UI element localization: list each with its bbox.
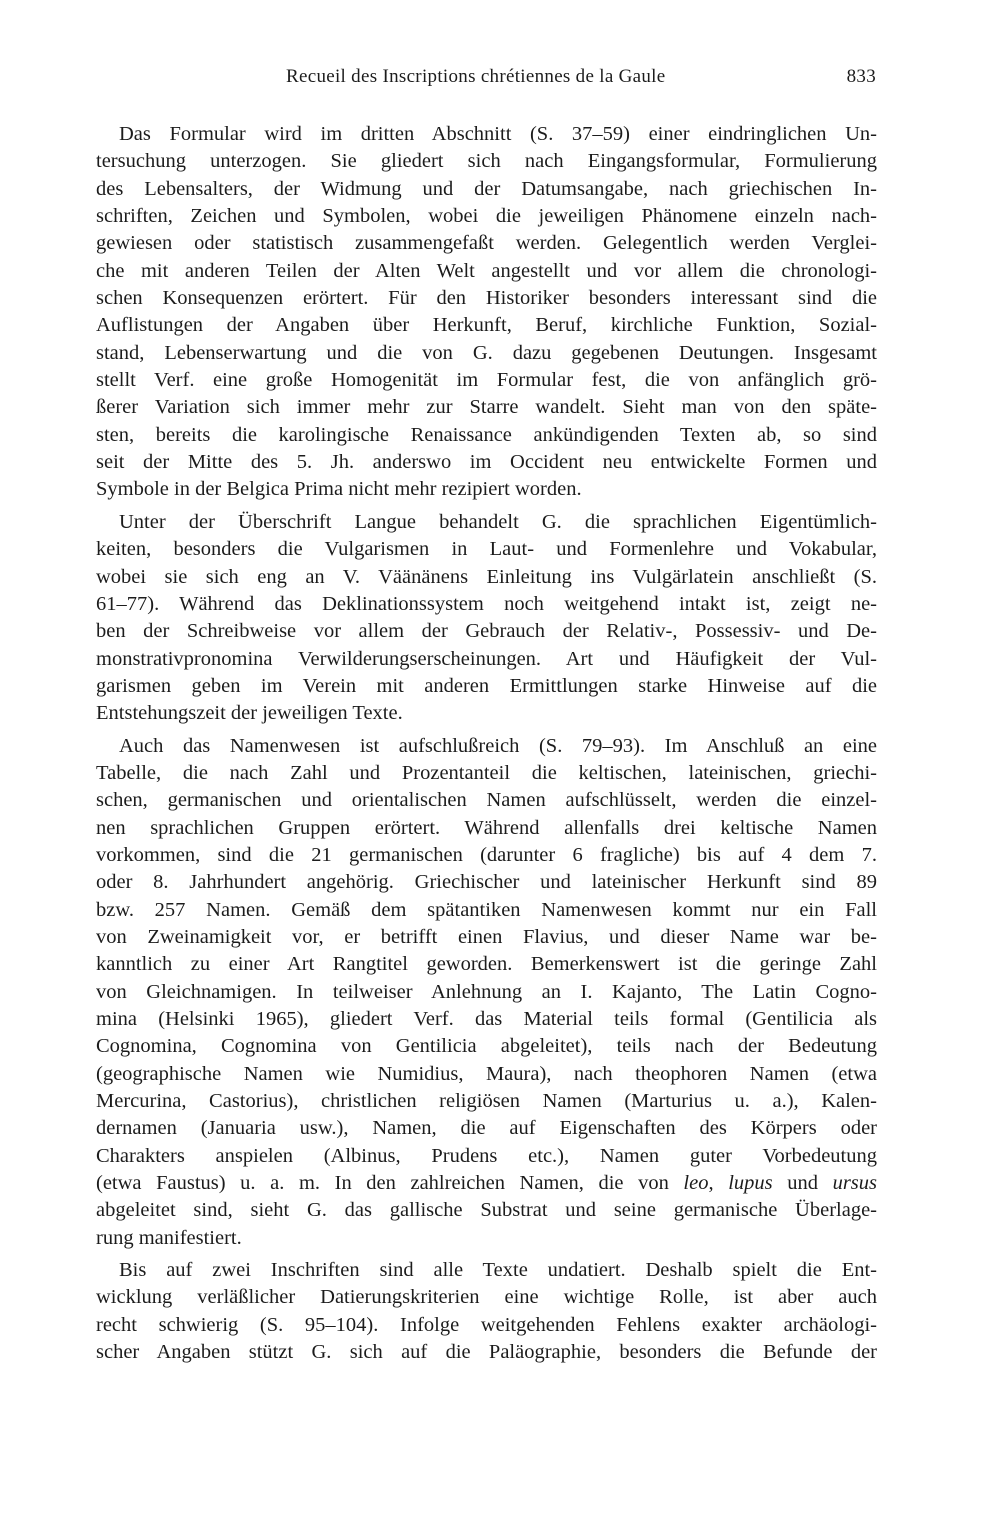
text-line: wicklung verläßlicher Datierungskriterien eine wichtige Rolle, ist aber auch bbox=[96, 1286, 877, 1309]
text-line: mina (Helsinki 1965), gliedert Verf. das Material teils formal (Gentilicia als bbox=[96, 1008, 877, 1030]
page-number: 833 bbox=[846, 66, 876, 87]
text-line: stellt Verf. eine große Homogenität im Formular fest, die von anfänglich grö- bbox=[96, 369, 877, 392]
text-line: Charakters anspielen (Albinus, Prudens etc.), Namen guter Vorbedeutung bbox=[96, 1144, 877, 1167]
text-line: von Zweinamigkeit vor, er betrifft einen Flavius, und dieser Name war be- bbox=[96, 925, 877, 948]
text-line: Mercurina, Castorius), christlichen religiösen Namen (Marturius u. a.), Kalen- bbox=[96, 1090, 877, 1113]
text-line: scher Angaben stützt G. sich auf die Paläographie, besonders die Befunde der bbox=[96, 1341, 877, 1364]
text-line: schriften, Zeichen und Symbolen, wobei die jeweiligen Phänomene einzeln nach- bbox=[96, 205, 877, 228]
running-title: Recueil des Inscriptions chrétiennes de la Gaule bbox=[286, 66, 666, 87]
text-line: von Gleichnamigen. In teilweiser Anlehnung an I. Kajanto, The Latin Cogno- bbox=[96, 980, 877, 1003]
text-line: bzw. 257 Namen. Gemäß dem spätantiken Namenwesen kommt nur ein Fall bbox=[96, 898, 877, 921]
text-line: ßerer Variation sich immer mehr zur Starre wandelt. Sieht man von den späte- bbox=[96, 396, 877, 419]
text-line: sten, bereits die karolingische Renaissance ankündigenden Texten ab, so sind bbox=[96, 423, 877, 446]
text-line: des Lebensalters, der Widmung und der Datumsangabe, nach griechischen In- bbox=[96, 177, 877, 200]
text-line: che mit anderen Teilen der Alten Welt angestellt und vor allem die chronologi- bbox=[96, 259, 877, 282]
text-line: recht schwierig (S. 95–104). Infolge weitgehenden Fehlens exakter archäologi- bbox=[96, 1313, 877, 1336]
text-line: Tabelle, die nach Zahl und Prozentanteil die keltischen, lateinischen, griechi- bbox=[96, 761, 877, 784]
text-line: 61–77). Während das Deklinationssystem noch weitgehend intakt ist, zeigt ne- bbox=[96, 592, 877, 615]
body-text bbox=[96, 121, 877, 1366]
text-line: nen sprachlichen Gruppen erörtert. Während allenfalls drei keltische Namen bbox=[96, 816, 877, 839]
text-line: abgeleitet sind, sieht G. das gallische Substrat und seine germanische Überlage- bbox=[96, 1199, 877, 1222]
text-line: garismen geben im Verein mit anderen Ermittlungen starke Hinweise auf die bbox=[96, 674, 877, 697]
text-line: ben der Schreibweise vor allem der Gebrauch der Relativ-, Possessiv- und De- bbox=[96, 620, 877, 643]
text-line: wobei sie sich eng an V. Väänänens Einleitung ins Vulgärlatein anschließt (S. bbox=[96, 565, 877, 588]
text-line: rung manifestiert. bbox=[96, 1226, 242, 1249]
text-line: Symbole in der Belgica Prima nicht mehr rezipiert worden. bbox=[96, 478, 582, 501]
text-line: oder 8. Jahrhundert angehörig. Griechischer und lateinischer Herkunft sind 89 bbox=[96, 871, 877, 894]
text-line: Auch das Namenwesen ist aufschlußreich (S. 79–93). Im Anschluß an eine bbox=[119, 734, 877, 757]
text-line: Unter der Überschrift Langue behandelt G. die sprachlichen Eigentümlich- bbox=[119, 510, 877, 533]
text-line: stand, Lebenserwartung und die von G. dazu gegebenen Deutungen. Insgesamt bbox=[96, 341, 877, 364]
paragraph-langue bbox=[96, 509, 877, 728]
text-line: schen Konsequenzen erörtert. Für den Historiker besonders interessant sind die bbox=[96, 287, 877, 310]
text-line: seit der Mitte des 5. Jh. anderswo im Occident neu entwickelte Formen und bbox=[96, 451, 877, 474]
running-header bbox=[96, 66, 876, 92]
text-line: kanntlich zu einer Art Rangtitel geworden. Bemerkenswert ist die geringe Zahl bbox=[96, 953, 877, 976]
text-line: tersuchung unterzogen. Sie gliedert sich nach Eingangsformular, Formulierung bbox=[96, 150, 877, 173]
text-line: Das Formular wird im dritten Abschnitt (S. 37–59) einer eindringlichen Un- bbox=[119, 123, 877, 145]
text-line: Cognomina, Cognomina von Gentilicia abgeleitet), teils nach der Bedeutung bbox=[96, 1035, 877, 1058]
text-line: (geographische Namen wie Numidius, Maura), nach theophoren Namen (etwa bbox=[96, 1062, 877, 1085]
text-line: schen, germanischen und orientalischen Namen aufschlüsselt, werden die einzel- bbox=[96, 789, 877, 812]
text-line: Bis auf zwei Inschriften sind alle Texte undatiert. Deshalb spielt die Ent- bbox=[119, 1259, 877, 1282]
text-line: gewiesen oder statistisch zusammengefaßt werden. Gelegentlich werden Verglei- bbox=[96, 232, 877, 255]
paragraph-datierung bbox=[96, 1257, 877, 1366]
paragraph-formular bbox=[96, 121, 877, 504]
text-line: vorkommen, sind die 21 germanischen (darunter 6 fragliche) bis auf 4 dem 7. bbox=[96, 843, 877, 866]
text-line: Entstehungszeit der jeweiligen Texte. bbox=[96, 702, 403, 725]
text-line: monstrativpronomina Verwilderungserscheinungen. Art und Häufigkeit der Vul- bbox=[96, 647, 877, 670]
text-line: keiten, besonders die Vulgarismen in Laut- und Formenlehre und Vokabular, bbox=[96, 538, 877, 561]
text-line: (etwa Faustus) u. a. m. In den zahlreichen Namen, die von leo, lupus und ursus bbox=[96, 1172, 877, 1195]
text-line: Auflistungen der Angaben über Herkunft, Beruf, kirchliche Funktion, Sozial- bbox=[96, 314, 877, 337]
paragraph-namenwesen bbox=[96, 733, 877, 1253]
text-line: dernamen (Januaria usw.), Namen, die auf Eigenschaften des Körpers oder bbox=[96, 1117, 877, 1140]
